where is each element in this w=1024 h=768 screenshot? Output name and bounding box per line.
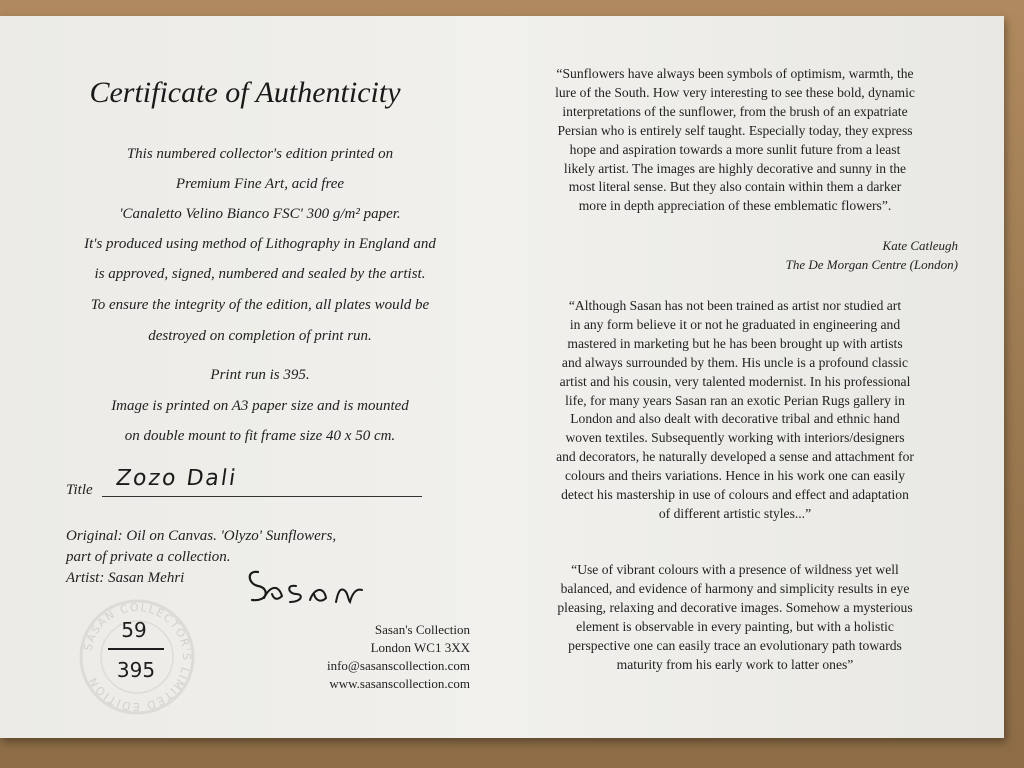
quote-line: lure of the South. How very interesting to see these bold, dynamic [555,84,915,100]
description-line: To ensure the integrity of the edition, all plates would be [90,297,430,313]
quote-line: artist and his cousin, very talented modernist. In his professional [559,373,911,389]
quote-line: more in depth appreciation of these emblematic flowers”. [578,198,892,214]
mount-line: Image is printed on A3 paper size and is mounted [111,398,409,414]
quote-line: perspective one can easily trace an evolutionary path towards [568,637,902,653]
quote-line: and always surrounded by them. His uncle is a profound classic [561,354,909,370]
quote-line: woven textiles. Subsequently working with interiors/designers [565,430,905,446]
collection-address: London WC1 3XX [370,640,470,655]
quote-line: London and also dealt with decorative tribal and ethnic hand [570,411,900,427]
quote-organisation: The De Morgan Centre (London) [785,257,958,272]
collection-name: Sasan's Collection [374,622,470,637]
edition-total: 395 [116,658,156,682]
quote-line: of different artistic styles...” [658,505,812,521]
description-line: It's produced using method of Lithography in England and [84,236,436,252]
seal-text: SASAN COLLECTOR'S LIMITED EDITION [81,600,194,714]
collection-email[interactable]: info@sasanscollection.com [326,658,470,673]
quote-line: and decorators, he naturally developed a sense and attachment for [556,449,914,465]
edition-number: 59 [121,618,147,642]
title-field-underline [102,496,422,497]
certificate-title: Certificate of Authenticity [89,76,401,109]
print-run: Print run is 395. [210,367,310,383]
quote-line: in any form believe it or not he graduated in engineering and [569,316,901,332]
quote-line: colours and theirs variations. Hence in his work one can easily [564,468,906,484]
quote-block [525,561,945,674]
quote-line: life, for many years Sasan ran an exotic Perian Rugs gallery in [565,392,905,408]
quote-line: interpretations of the sunflower, from the brush of an expatriate [562,103,908,119]
original-line: part of private a collection. [66,549,231,565]
artist-line: Artist: Sasan Mehri [66,570,185,586]
quote-line: mastered in marketing but he has been brought up with artists [567,335,903,351]
quote-line: detect his mastership in use of colours and effect and adaptation [561,487,909,503]
quote-line: “Sunflowers have always been symbols of optimism, warmth, the [556,66,914,81]
quote-line: “Use of vibrant colours with a presence of wildness yet well [571,562,899,577]
quote-author: Kate Catleugh [882,238,958,253]
quote-line: hope and aspiration towards a more sunlit future from a least [569,141,901,157]
quote-line: “Although Sasan has not been trained as artist nor studied art [568,298,902,313]
artist-signature [244,560,394,610]
embossed-seal [78,598,196,716]
collection-website[interactable]: www.sasanscollection.com [329,676,470,691]
quote-line: pleasing, relaxing and decorative images. Somehow a mysterious [557,599,913,615]
description-line: 'Canaletto Velino Bianco FSC' 300 g/m² paper. [119,206,401,222]
description-line: is approved, signed, numbered and sealed by the artist. [94,266,426,282]
title-field-label: Title [66,482,93,498]
quote-line: Persian who is entirely self taught. Especially today, they express [557,122,913,138]
quote-line: most literal sense. But they also contain within them a darker [568,179,902,195]
description-line: Premium Fine Art, acid free [175,176,345,192]
original-line: Original: Oil on Canvas. 'Olyzo' Sunflowers, [66,528,337,544]
quote-block [525,65,945,216]
description-line: This numbered collector's edition printed on [126,146,394,162]
description-line: destroyed on completion of print run. [148,328,372,344]
quote-line: balanced, and evidence of harmony and simplicity results in eye [560,580,910,596]
mount-line: on double mount to fit frame size 40 x 50 cm. [124,428,396,444]
quote-block [525,297,945,524]
quote-line: maturity from his early work to latter ones” [616,656,854,672]
title-field-value: Zozo Dali [114,466,239,491]
quote-line: likely artist. The images are highly decorative and sunny in the [563,160,907,176]
edition-divider [108,648,164,650]
quote-line: element is observable in every painting, but with a holistic [576,618,894,634]
